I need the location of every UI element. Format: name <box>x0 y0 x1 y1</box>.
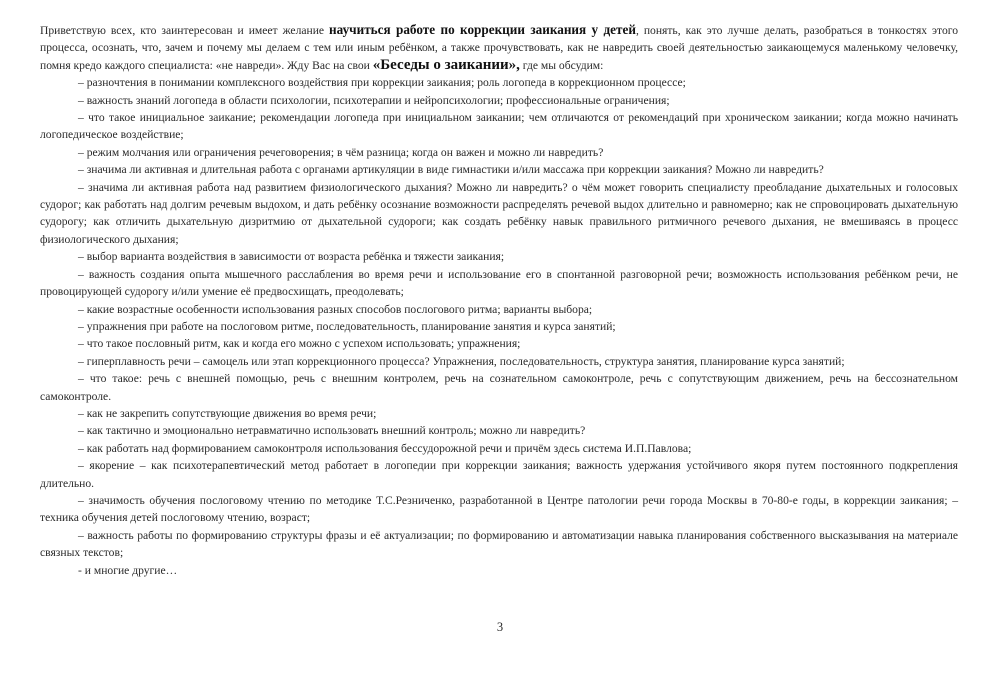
intro-text-2: , понять, как это лучше делать, разобраться в тонкостях этого процесса, осознать, что, зачем и почему мы делаем с тем или иным ребёнком, а также прочувствовать, как не навредить своей деятельностью заикающемуся маленькому человечку, помня кредо каждого специалиста: «не навреди». Жду Вас на свои <box>40 24 959 72</box>
topics-list <box>40 74 958 579</box>
topic-item-3: – что такое инициальное заикание; рекомендации логопеда при инициальном заикании; чем отличаются от рекомендаций при хроническом заикании; когда можно начинать логопедическое воздействие; <box>40 111 958 142</box>
topic-item-2: – важность знаний логопеда в области психологии, психотерапии и нейропсихологии; профессиональные ограничения; <box>78 93 670 107</box>
topic-item-7: – выбор варианта воздействия в зависимости от возраста ребёнка и тяжести заикания; <box>78 250 505 264</box>
topic-item-19: – важность работы по формированию структуры фразы и её актуализации; по формированию и автоматизации навыка планирования собственного высказывания на материале связных текстов; <box>40 528 958 560</box>
topic-item-9: – какие возрастные особенности использования разных способов послогового ритма; варианты выбора; <box>78 302 593 316</box>
topic-item-5: – значима ли активная и длительная работа с органами артикуляции в виде гимнастики и/или массажа при коррекции заикания? Можно ли навредить? <box>78 163 824 177</box>
topic-item-11: – что такое пословный ритм, как и когда его можно с успехом использовать; упражнения; <box>78 337 521 351</box>
intro-text-3: где мы обсудим: <box>519 58 604 72</box>
topic-item-10: – упражнения при работе на послоговом ритме, последовательность, планирование занятия и курса занятий; <box>78 319 616 333</box>
topic-item-13: – что такое: речь с внешней помощью, речь с внешним контролем, речь на сознательном самоконтроле, речь с сопутствующим движением, речь на бессознательном самоконтроле. <box>40 372 958 403</box>
page-number: 3 <box>496 620 504 634</box>
intro-text-1: Приветствую всех, кто заинтересован и имеет желание <box>40 24 330 37</box>
topic-item-16: – как работать над формированием самоконтроля использования бессудорожной речи и причём здесь система И.П.Павлова; <box>78 441 692 455</box>
topic-item-4: – режим молчания или ограничения речеговорения; в чём разница; когда он важен и можно ли навредить? <box>78 145 604 159</box>
topic-item-17: – якорение – как психотерапевтический метод работает в логопедии при коррекции заикания; важность удержания устойчивого якоря путем постоянного подкрепления длительно. <box>40 459 958 490</box>
topic-item-18: – значимость обучения послоговому чтению по методике Т.С.Резниченко, разработанной в Центре патологии речи города Москвы в 70-80-е годы, в коррекции заикания; – техника обучения детей послоговому чтению, возраст; <box>40 493 958 525</box>
topic-item-6: – значима ли активная работа над развитием физиологического дыхания? Можно ли навредить? о чём может говорить специалисту преобладание дыхательных и голосовых судорог; как работать над долгим речевым выдохом, и дать ребёнку осознание возможности распределять речевой выдох длительно и равномерно; как не спровоцировать дыхательную судорогу; как отличить дыхательную дизритмию от дыхательной судороги; как создать ребёнку навык правильного ритмичного речевого дыхания, не вмешиваясь в процесс физиологического дыхания; <box>40 180 958 246</box>
topic-item-20: - и многие другие… <box>78 563 178 577</box>
topic-item-1: – разночтения в понимании комплексного воздействия при коррекции заикания; роль логопеда в коррекционном процессе; <box>78 76 686 90</box>
intro-paragraph <box>40 21 958 74</box>
intro-bold-talks-title: «Беседы о заикании», <box>372 56 520 73</box>
topic-item-12: – гиперплавность речи – самоцель или этап коррекционного процесса? Упражнения, последовательность, структура занятия, планирование курса занятий; <box>78 354 845 368</box>
document-body <box>40 21 958 579</box>
topic-item-15: – как тактично и эмоционально нетравматично использовать внешний контроль; можно ли навредить? <box>78 424 586 438</box>
topic-item-14: – как не закрепить сопутствующие движения во время речи; <box>78 406 377 420</box>
topic-item-8: – важность создания опыта мышечного расслабления во время речи и использование его в спонтанной разговорной речи; возможность использования ребёнком речи, не провоцирующей судорогу и/или умение её предвосхищать, преодолевать; <box>40 267 958 299</box>
intro-bold-course-topic: научиться работе по коррекции заикания у детей <box>329 22 636 37</box>
